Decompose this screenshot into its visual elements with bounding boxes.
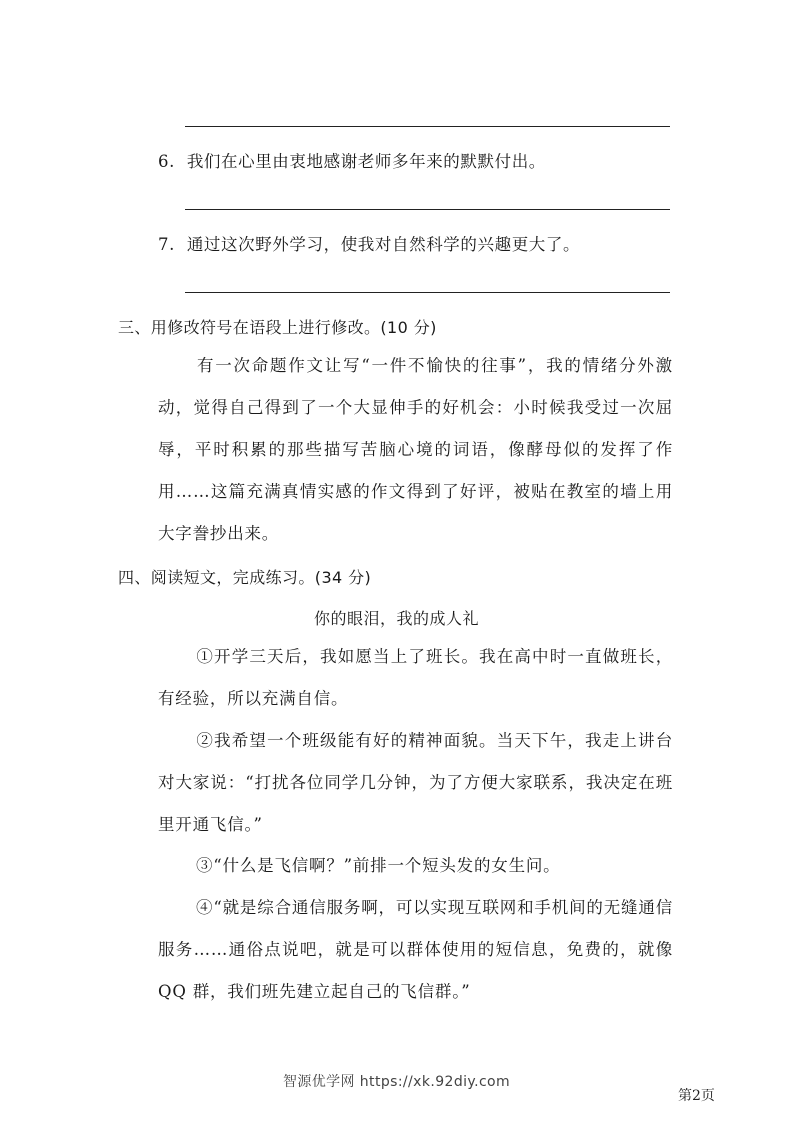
question-7-text: 通过这次野外学习，使我对自然科学的兴趣更大了。	[186, 235, 581, 254]
answer-line-5	[185, 126, 670, 127]
question-7-number: 7.	[158, 235, 175, 254]
passage-paragraph-1	[158, 636, 673, 720]
footer-site: 智源优学网 https://xk.92diy.com	[282, 1074, 511, 1090]
passage-title: 你的眼泪，我的成人礼	[313, 609, 479, 628]
answer-line-7	[185, 292, 670, 293]
passage-paragraph-2	[158, 720, 673, 846]
passage-paragraph-1-text: ①开学三天后，我如愿当上了班长。我在高中时一直做班长，有经验，所以充满自信。	[158, 647, 673, 708]
page-number: 第2页	[678, 1088, 715, 1104]
passage-paragraph-3	[158, 845, 673, 887]
passage-paragraph-4-text: ④“就是综合通信服务啊，可以实现互联网和手机间的无缝通信服务……通俗点说吧，就是可以群体使用的短信息，免费的，就像 QQ 群，我们班先建立起自己的飞信群。”	[158, 898, 673, 1001]
question-6-number: 6.	[158, 152, 175, 171]
passage-paragraph-2-text: ②我希望一个班级能有好的精神面貌。当天下午，我走上讲台对大家说：“打扰各位同学几分钟，为了方便大家联系，我决定在班里开通飞信。”	[158, 731, 673, 834]
section-3-paragraph	[158, 345, 673, 555]
question-6	[158, 148, 546, 172]
question-6-text: 我们在心里由衷地感谢老师多年来的默默付出。	[186, 152, 546, 171]
section-3-heading: 三、用修改符号在语段上进行修改。(10 分)	[118, 318, 437, 337]
section-4-heading: 四、阅读短文，完成练习。(34 分)	[118, 568, 372, 587]
answer-line-6	[185, 209, 670, 210]
section-3-text: 有一次命题作文让写“一件不愉快的往事”，我的情绪分外激动，觉得自己得到了一个大显伸手的好机会：小时候我受过一次屈辱，平时积累的那些描写苦脑心境的词语，像酵母似的发挥了作用……这篇充满真情实感的作文得到了好评，被贴在教室的墙上用大字誊抄出来。	[158, 356, 673, 543]
question-7	[158, 231, 580, 255]
passage-paragraph-4	[158, 887, 673, 1013]
passage-paragraph-3-text: ③“什么是飞信啊？”前排一个短头发的女生问。	[196, 856, 561, 875]
